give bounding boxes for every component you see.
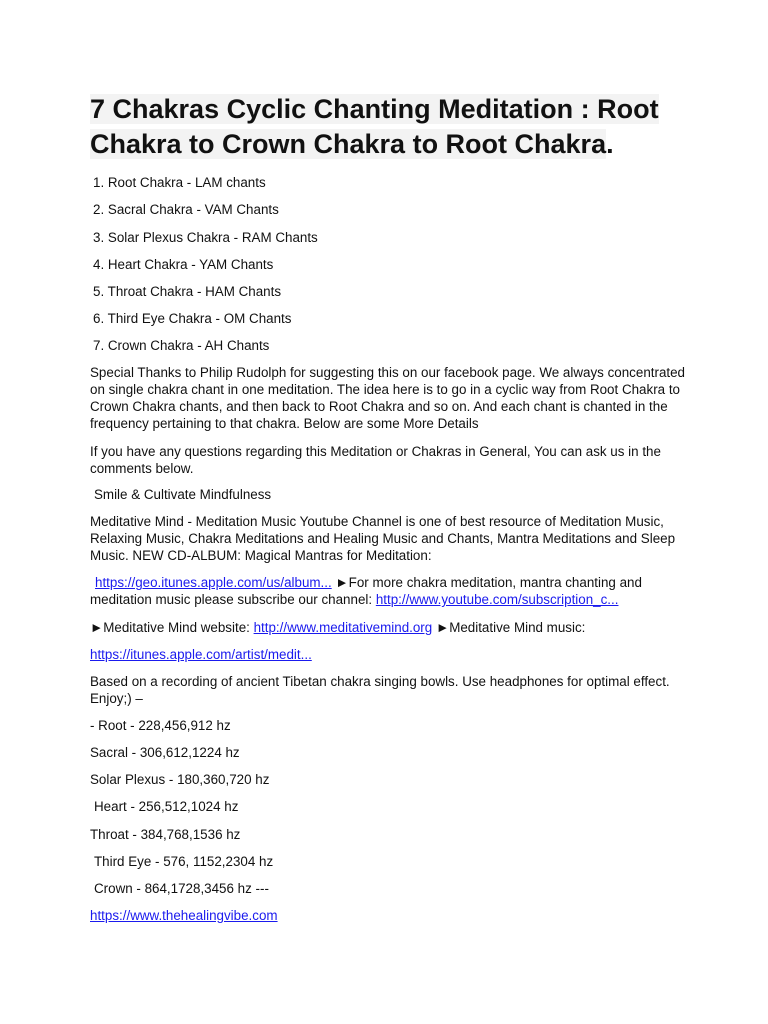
paragraph-healingvibe xyxy=(90,907,685,924)
freq-root: - Root - 228,456,912 hz xyxy=(90,718,231,733)
paragraph-smile: Smile & Cultivate Mindfulness xyxy=(94,487,272,502)
freq-solar-plexus: Solar Plexus - 180,360,720 hz xyxy=(90,772,270,787)
list-item: 4. Heart Chakra - YAM Chants xyxy=(93,257,274,272)
paragraph-itunes-artist xyxy=(90,646,685,663)
freq-sacral: Sacral - 306,612,1224 hz xyxy=(90,745,240,760)
list-item: 2. Sacral Chakra - VAM Chants xyxy=(93,202,279,217)
music-label: ►Meditative Mind music: xyxy=(432,620,586,635)
freq-crown: Crown - 864,1728,3456 hz --- xyxy=(94,881,269,896)
list-item: 3. Solar Plexus Chakra - RAM Chants xyxy=(93,230,318,245)
paragraph-channel: Meditative Mind - Meditation Music Youtube Channel is one of best resource of Meditation Music, Relaxing Music, Chakra Meditations and Healing Music and Chants, Mantra Meditations and Sleep Music. NEW CD-ALBUM: Magical Mantras for Meditation: xyxy=(90,514,676,563)
paragraph-website xyxy=(90,619,685,636)
paragraph-links xyxy=(90,574,685,608)
healingvibe-link[interactable]: https://www.thehealingvibe.com xyxy=(90,908,278,923)
meditativemind-website-link[interactable]: http://www.meditativemind.org xyxy=(253,620,433,635)
list-item: 1. Root Chakra - LAM chants xyxy=(93,175,266,190)
freq-heart: Heart - 256,512,1024 hz xyxy=(94,799,239,814)
page-title-text: 7 Chakras Cyclic Chanting Meditation : Root Chakra to Crown Chakra to Root Chakra xyxy=(90,94,659,159)
page-title xyxy=(90,92,690,162)
paragraph-questions: If you have any questions regarding this Meditation or Chakras in General, You can ask us in the comments below. xyxy=(90,444,661,476)
website-label: ►Meditative Mind website: xyxy=(90,620,254,635)
document-title-block xyxy=(90,92,690,162)
paragraph-recording: Based on a recording of ancient Tibetan chakra singing bowls. Use headphones for optimal effect. Enjoy;) – xyxy=(90,674,670,706)
list-item: 6. Third Eye Chakra - OM Chants xyxy=(93,311,292,326)
list-item: 5. Throat Chakra - HAM Chants xyxy=(93,284,282,299)
youtube-subscribe-link[interactable]: http://www.youtube.com/subscription_c... xyxy=(375,592,619,607)
freq-third-eye: Third Eye - 576, 1152,2304 hz xyxy=(94,854,274,869)
paragraph-thanks: Special Thanks to Philip Rudolph for suggesting this on our facebook page. We always concentrated on single chakra chant in one meditation. The idea here is to go in a cyclic way from Root Chakra to Crown Chakra chants, and then back to Root Chakra and so on. And each chant is chanted in the frequency pertaining to that chakra. Below are some More Details xyxy=(90,365,686,431)
itunes-album-link[interactable]: https://geo.itunes.apple.com/us/album... xyxy=(95,575,332,590)
list-item: 7. Crown Chakra - AH Chants xyxy=(93,338,270,353)
page-title-period: . xyxy=(606,129,614,159)
freq-throat: Throat - 384,768,1536 hz xyxy=(90,827,241,842)
more-meditation-text: ►For more chakra meditation, mantra chanting and meditation music please subscribe our channel: xyxy=(90,575,642,607)
itunes-artist-link[interactable]: https://itunes.apple.com/artist/medit... xyxy=(90,647,312,662)
